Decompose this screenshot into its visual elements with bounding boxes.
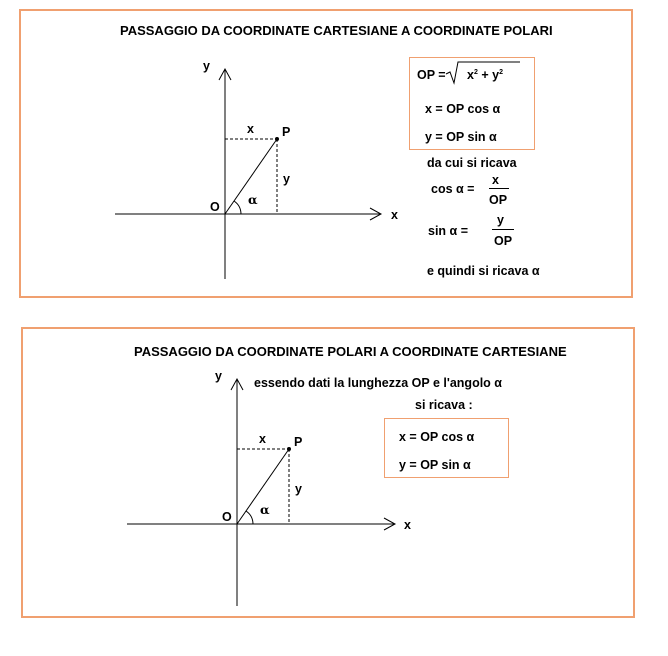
panel1-radicand-y-exp: 2 — [499, 69, 503, 76]
panel2-formula-y: y = OP sin α — [399, 458, 471, 472]
panel1-radicand-x: x — [467, 68, 474, 82]
panel2-formula-x: x = OP cos α — [399, 430, 475, 444]
panel2-essendo: essendo dati la lunghezza OP e l'angolo α — [254, 376, 502, 390]
panel1-sin-den: OP — [494, 234, 513, 248]
panel1-sin-lhs: sin α = — [428, 224, 468, 238]
panel1-proj-x-label: x — [247, 122, 254, 136]
panel2-proj-y-label: y — [295, 482, 302, 496]
panel2-point-p — [287, 447, 291, 451]
panel1-x-axis-label: x — [391, 208, 398, 222]
panel1-cos-den: OP — [489, 193, 508, 207]
panel1-da-cui: da cui si ricava — [427, 156, 517, 170]
panel1-proj-y-label: y — [283, 172, 290, 186]
panel1-radicand-plus: + — [481, 68, 489, 82]
panel1-cos-num: x — [492, 173, 499, 187]
panel1-title: PASSAGGIO DA COORDINATE CARTESIANE A COORDINATE POLARI — [120, 23, 553, 38]
panel2-angle-arc — [246, 511, 253, 524]
panel2-point-label: P — [294, 435, 303, 449]
panel1-op-lhs: OP = — [417, 68, 446, 82]
panel2-x-axis-label: x — [404, 518, 411, 532]
panel1-cos-lhs: cos α = — [431, 182, 475, 196]
panel2-angle-label: α — [260, 502, 270, 517]
panel2-title: PASSAGGIO DA COORDINATE POLARI A COORDINATE CARTESIANE — [134, 344, 567, 359]
panel2-si-ricava: si ricava : — [415, 398, 473, 412]
panel1-formula-x: x = OP cos α — [425, 102, 501, 116]
panel1-radicand-y: y — [492, 68, 500, 82]
panel2-proj-x-label: x — [259, 432, 266, 446]
panel1-y-axis-label: y — [203, 59, 210, 73]
panel1-radicand-x-exp: 2 — [473, 69, 478, 76]
panel1-formula-y: y = OP sin α — [425, 130, 497, 144]
panel1-e-quindi: e quindi si ricava α — [427, 264, 540, 278]
panel2-y-axis-label: y — [215, 369, 222, 383]
panel1-origin-label: O — [210, 200, 220, 214]
panel2-origin-label: O — [222, 510, 232, 524]
panel1-point-label: P — [282, 125, 291, 139]
panel1-sin-num: y — [497, 213, 504, 227]
panel1-angle-label: α — [248, 192, 258, 207]
